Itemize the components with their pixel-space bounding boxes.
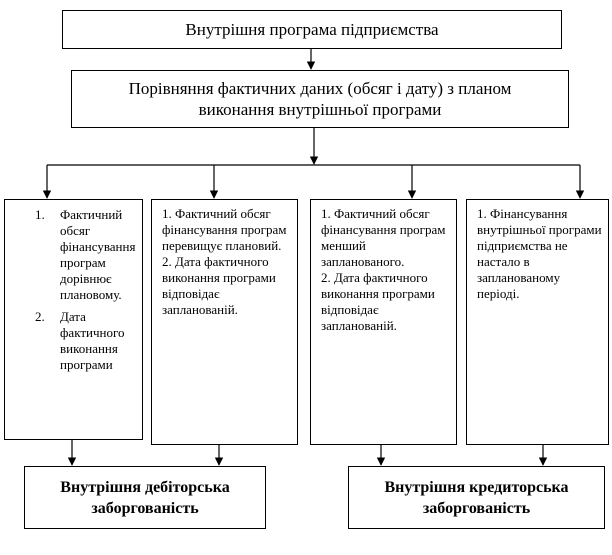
case-equal-item-1-text: Фактичний обсяг фінансування програм дорівнює плановому. (60, 207, 136, 302)
payables-box (348, 466, 605, 529)
case-equal-item-2 (5, 309, 142, 373)
receivables-box (24, 466, 266, 529)
case-equal-box (4, 199, 143, 440)
payables-line-1: Внутрішня кредиторська (384, 478, 569, 496)
case-equal-item-2-text: Дата фактичного виконання програми (60, 309, 125, 372)
case-equal-item-1 (5, 207, 143, 303)
case-less-box (310, 199, 457, 445)
case-exceeds-box (151, 199, 298, 445)
receivables-line-1: Внутрішня дебіторська (60, 478, 230, 496)
case-not-funded-box (466, 199, 609, 445)
case-not-funded-text: 1. Фінансування внутрішньої програми підприємства не настало в запланованому періоді. (477, 206, 602, 301)
case-equal-item-2-number: 2. (35, 309, 45, 324)
internal-program-label: Внутрішня програма підприємства (185, 19, 439, 39)
case-less-text-1: 1. Фактичний обсяг фінансування програм менший запланованого. (321, 206, 446, 269)
case-exceeds-text-1: 1. Фактичний обсяг фінансування програм перевищує плановий. (162, 206, 287, 253)
receivables-line-2: заборгованість (91, 499, 199, 517)
case-exceeds-text-2: 2. Дата фактичного виконання програми відповідає запланованій. (162, 254, 276, 317)
comparison-line-1: Порівняння фактичних даних (обсяг і дату) з планом (128, 79, 512, 98)
internal-program-box (62, 10, 562, 49)
payables-line-2: заборгованість (422, 499, 531, 517)
comparison-box (71, 70, 569, 128)
case-equal-item-1-number: 1. (35, 207, 45, 222)
case-less-text-2: 2. Дата фактичного виконання програми відповідає запланованій. (321, 270, 435, 333)
comparison-line-2: виконання внутрішньої програми (198, 100, 442, 119)
